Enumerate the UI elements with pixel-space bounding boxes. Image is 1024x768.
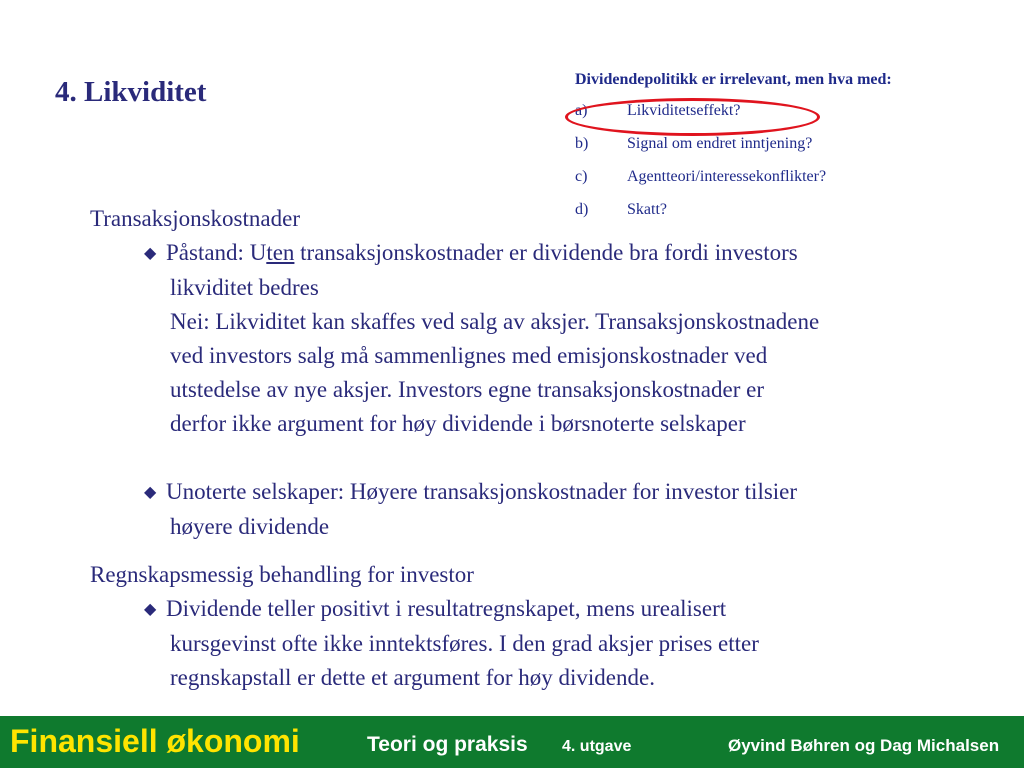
question-heading: Dividendepolitikk er irrelevant, men hva med: — [575, 71, 892, 88]
footer-bar — [0, 716, 1024, 768]
bullet-continuation: likviditet bedres — [170, 275, 319, 300]
diamond-bullet-icon: ◆ — [144, 484, 157, 501]
bullet-continuation: regnskapstall er dette et argument for høy dividende. — [170, 665, 655, 690]
bullet-continuation: utstedelse av nye aksjer. Investors egne transaksjonskostnader er — [170, 377, 764, 402]
bullet-text: Unoterte selskaper: Høyere transaksjonskostnader for investor tilsier — [166, 479, 798, 504]
question-text: Skatt? — [627, 201, 667, 218]
question-text: Likviditetseffekt? — [627, 102, 741, 119]
bullet-continuation: derfor ikke argument for høy dividende i børsnoterte selskaper — [170, 411, 746, 436]
question-label: d) — [575, 201, 589, 218]
question-item-b — [575, 134, 995, 154]
section-heading-transaction-costs: Transaksjonskostnader — [90, 206, 300, 231]
question-item-c — [575, 167, 995, 187]
bullet-continuation: Nei: Likviditet kan skaffes ved salg av aksjer. Transaksjonskostnadene — [170, 309, 820, 334]
question-text: Agentteori/interessekonflikter? — [627, 168, 827, 185]
question-text: Signal om endret inntjening? — [627, 135, 813, 152]
bullet-text: Dividende teller positivt i resultatregnskapet, mens urealisert — [166, 596, 727, 621]
question-label: c) — [575, 168, 588, 185]
bullet-claim — [90, 236, 990, 271]
footer-brand: Finansiell økonomi — [10, 723, 300, 759]
footer-edition: 4. utgave — [562, 738, 632, 755]
bullet-accounting — [90, 592, 990, 627]
diamond-bullet-icon: ◆ — [144, 601, 157, 618]
slide-body — [90, 202, 990, 695]
bullet-unlisted — [90, 475, 990, 510]
diamond-bullet-icon: ◆ — [144, 245, 157, 262]
footer-subtitle: Teori og praksis — [367, 733, 528, 756]
bullet-text: transaksjonskostnader er dividende bra fordi investors — [294, 240, 798, 265]
footer-authors: Øyvind Bøhren og Dag Michalsen — [728, 736, 1000, 755]
question-label: b) — [575, 135, 589, 152]
highlight-ellipse — [565, 98, 820, 136]
bullet-continuation: høyere dividende — [170, 514, 330, 539]
underlined-text: ten — [266, 240, 295, 265]
slide-title: 4. Likviditet — [55, 76, 207, 108]
bullet-text: Påstand: U — [166, 240, 267, 265]
section-heading-accounting: Regnskapsmessig behandling for investor — [90, 562, 474, 587]
bullet-continuation: ved investors salg må sammenlignes med emisjonskostnader ved — [170, 343, 768, 368]
bullet-continuation: kursgevinst ofte ikke inntektsføres. I den grad aksjer prises etter — [170, 631, 759, 656]
question-label: a) — [575, 102, 588, 119]
